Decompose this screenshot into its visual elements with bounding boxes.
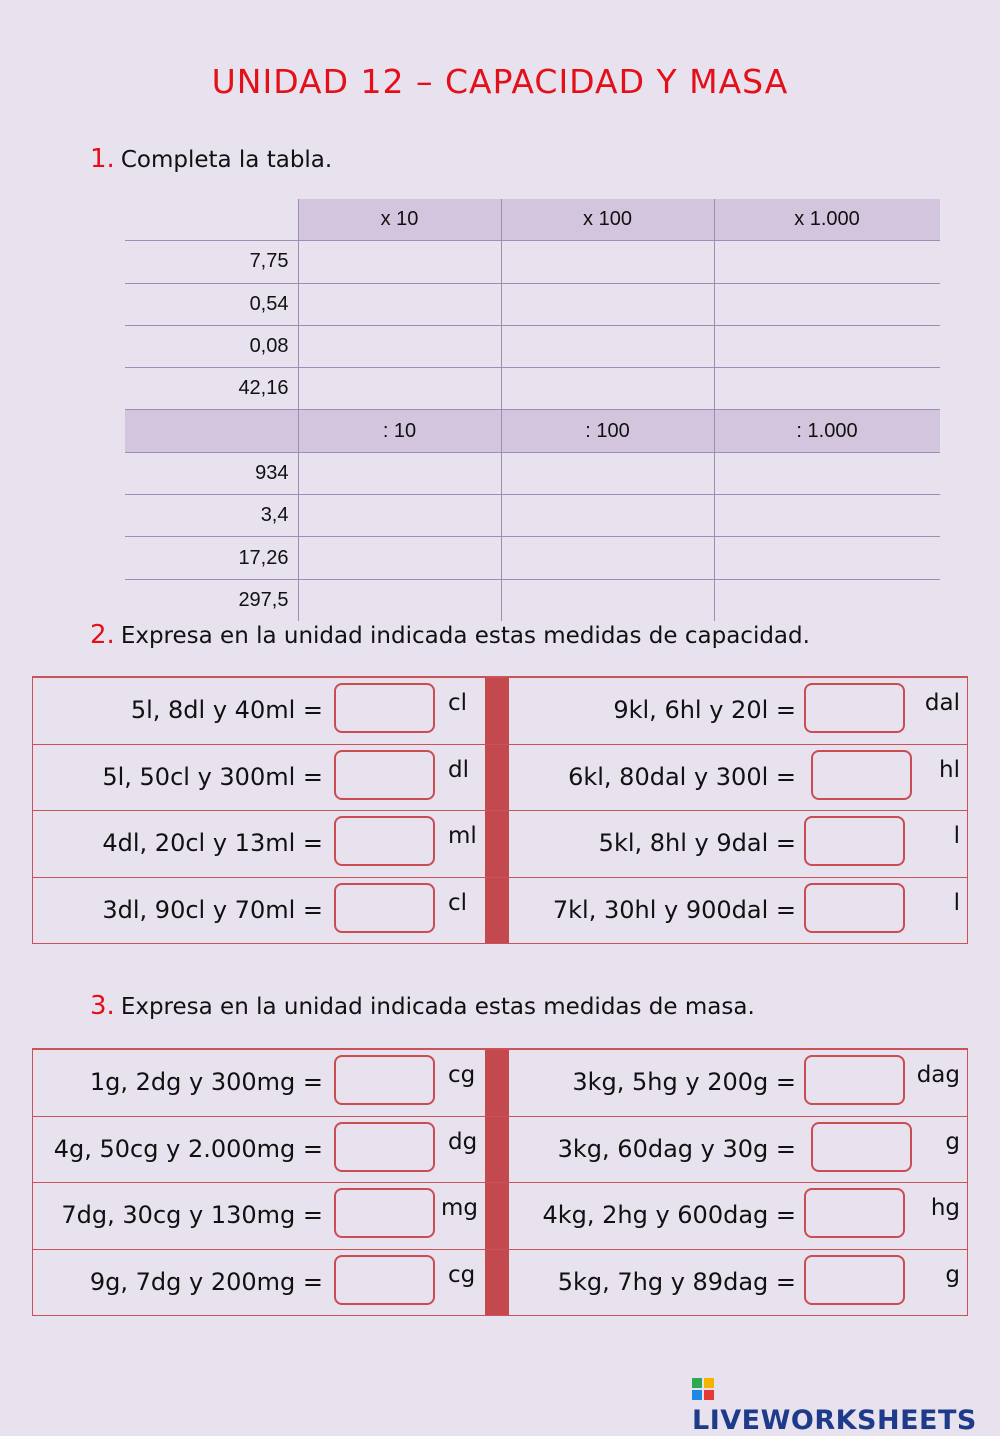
table-row bbox=[125, 241, 940, 283]
conversion-item bbox=[509, 678, 968, 744]
target-unit: g bbox=[945, 1128, 960, 1155]
answer-box[interactable] bbox=[811, 1122, 912, 1172]
target-unit: l bbox=[953, 889, 960, 916]
conversion-item bbox=[33, 811, 485, 877]
answer-cell[interactable] bbox=[714, 368, 940, 410]
conversion-expression: 3kg, 60dag y 30g = bbox=[557, 1134, 796, 1163]
row-value: 0,54 bbox=[249, 292, 289, 315]
conversion-expression: 7dg, 30cg y 130mg = bbox=[61, 1201, 323, 1229]
answer-box[interactable] bbox=[804, 883, 905, 933]
answer-cell[interactable] bbox=[298, 495, 501, 537]
grid-row bbox=[33, 744, 967, 811]
conversion-expression: 1g, 2dg y 300mg = bbox=[89, 1068, 323, 1096]
target-unit: dg bbox=[448, 1128, 478, 1155]
answer-cell[interactable] bbox=[501, 495, 714, 537]
exercise-1-heading bbox=[90, 144, 332, 174]
conversion-expression: 9g, 7dg y 200mg = bbox=[89, 1267, 323, 1296]
grid-row bbox=[33, 1182, 967, 1249]
conversion-expression: 9kl, 6hl y 20l = bbox=[613, 696, 796, 724]
answer-cell[interactable] bbox=[714, 537, 940, 579]
grid-row bbox=[33, 1116, 967, 1183]
answer-cell[interactable] bbox=[298, 537, 501, 579]
row-value: 0,08 bbox=[249, 335, 289, 358]
conversion-expression: 7kl, 30hl y 900dal = bbox=[552, 895, 796, 924]
conversion-item bbox=[33, 1250, 485, 1316]
answer-box[interactable] bbox=[334, 883, 435, 933]
answer-box[interactable] bbox=[334, 1055, 435, 1105]
answer-cell[interactable] bbox=[298, 579, 501, 621]
answer-box[interactable] bbox=[334, 1188, 435, 1238]
answer-box[interactable] bbox=[811, 750, 912, 800]
answer-box[interactable] bbox=[334, 683, 435, 733]
table-row bbox=[125, 283, 940, 325]
conversion-item bbox=[509, 745, 968, 811]
logo-text: LIVEWORKSHEETS bbox=[692, 1405, 977, 1436]
conversion-expression: 5l, 50cl y 300ml = bbox=[102, 762, 323, 791]
conversion-expression: 4kg, 2hg y 600dag = bbox=[542, 1201, 796, 1229]
table-row bbox=[125, 452, 940, 494]
answer-box[interactable] bbox=[334, 750, 435, 800]
exercise-3-heading bbox=[90, 991, 755, 1021]
header-cell: : 1.000 bbox=[714, 410, 940, 452]
row-value: 7,75 bbox=[249, 250, 289, 273]
conversion-item bbox=[509, 1250, 968, 1316]
grid-row bbox=[33, 677, 967, 744]
answer-cell[interactable] bbox=[501, 537, 714, 579]
conversion-item bbox=[509, 811, 968, 877]
exercise-number: 3. bbox=[90, 991, 115, 1021]
target-unit: dl bbox=[448, 756, 469, 783]
conversion-item bbox=[33, 1183, 485, 1249]
header-cell: x 1.000 bbox=[714, 199, 940, 241]
liveworksheets-logo bbox=[692, 1374, 1000, 1436]
exercise-number: 2. bbox=[90, 620, 115, 650]
conversion-item bbox=[33, 1117, 485, 1183]
conversion-item bbox=[509, 1183, 968, 1249]
answer-cell[interactable] bbox=[298, 452, 501, 494]
conversion-item bbox=[33, 678, 485, 744]
answer-box[interactable] bbox=[334, 816, 435, 866]
row-value: 297,5 bbox=[238, 588, 289, 611]
answer-cell[interactable] bbox=[714, 283, 940, 325]
exercise-number: 1. bbox=[90, 144, 115, 174]
row-value: 934 bbox=[255, 461, 289, 484]
exercise-instruction: Expresa en la unidad indicada estas medidas de capacidad. bbox=[120, 623, 810, 649]
table-row bbox=[125, 495, 940, 537]
row-value: 17,26 bbox=[238, 546, 289, 569]
target-unit: cg bbox=[448, 1261, 476, 1288]
conversion-expression: 5kl, 8hl y 9dal = bbox=[598, 829, 796, 857]
exercise-instruction: Completa la tabla. bbox=[120, 147, 333, 173]
conversion-item bbox=[509, 1050, 968, 1116]
target-unit: l bbox=[953, 823, 960, 849]
grid-row bbox=[33, 810, 967, 877]
header-cell: x 10 bbox=[298, 199, 501, 241]
answer-cell[interactable] bbox=[714, 579, 940, 621]
answer-box[interactable] bbox=[804, 1255, 905, 1305]
conversion-item bbox=[509, 1117, 968, 1183]
conversion-item bbox=[33, 1050, 485, 1116]
answer-cell[interactable] bbox=[298, 241, 501, 283]
table-row bbox=[125, 368, 940, 410]
target-unit: cl bbox=[448, 889, 468, 916]
table-row bbox=[125, 579, 940, 621]
answer-box[interactable] bbox=[334, 1255, 435, 1305]
target-unit: dal bbox=[924, 690, 960, 716]
header-cell: : 100 bbox=[501, 410, 714, 452]
answer-cell[interactable] bbox=[298, 283, 501, 325]
conversion-expression: 5l, 8dl y 40ml = bbox=[130, 696, 323, 724]
answer-cell[interactable] bbox=[501, 325, 714, 367]
conversion-item bbox=[509, 878, 968, 944]
answer-box[interactable] bbox=[804, 1055, 905, 1105]
target-unit: cl bbox=[448, 690, 468, 716]
header-cell: x 100 bbox=[501, 199, 714, 241]
answer-cell[interactable] bbox=[714, 325, 940, 367]
answer-cell[interactable] bbox=[501, 452, 714, 494]
answer-cell[interactable] bbox=[714, 241, 940, 283]
conversion-expression: 6kl, 80dal y 300l = bbox=[568, 762, 796, 791]
page-title: UNIDAD 12 – CAPACIDAD Y MASA bbox=[211, 62, 789, 101]
exercise-instruction: Expresa en la unidad indicada estas medidas de masa. bbox=[120, 994, 755, 1020]
multiply-divide-table bbox=[125, 199, 940, 621]
answer-cell[interactable] bbox=[298, 325, 501, 367]
grid-row bbox=[33, 1249, 967, 1316]
row-value: 3,4 bbox=[260, 504, 289, 527]
answer-cell[interactable] bbox=[501, 579, 714, 621]
table-row bbox=[125, 325, 940, 367]
grid-row bbox=[33, 1049, 967, 1116]
table-header-row bbox=[125, 199, 940, 241]
conversion-expression: 3dl, 90cl y 70ml = bbox=[102, 895, 323, 924]
target-unit: dag bbox=[916, 1062, 960, 1088]
conversion-expression: 4dl, 20cl y 13ml = bbox=[102, 829, 323, 857]
answer-cell[interactable] bbox=[501, 241, 714, 283]
answer-box[interactable] bbox=[804, 1188, 905, 1238]
answer-cell[interactable] bbox=[714, 495, 940, 537]
mass-grid bbox=[32, 1048, 968, 1316]
answer-cell[interactable] bbox=[298, 368, 501, 410]
conversion-expression: 4g, 50cg y 2.000mg = bbox=[53, 1134, 323, 1163]
answer-cell[interactable] bbox=[714, 452, 940, 494]
target-unit: ml bbox=[448, 823, 477, 849]
answer-box[interactable] bbox=[804, 683, 905, 733]
target-unit: hg bbox=[930, 1195, 960, 1221]
conversion-expression: 5kg, 7hg y 89dag = bbox=[557, 1267, 796, 1296]
answer-cell[interactable] bbox=[501, 283, 714, 325]
conversion-expression: 3kg, 5hg y 200g = bbox=[572, 1068, 796, 1096]
target-unit: cg bbox=[448, 1062, 476, 1088]
answer-box[interactable] bbox=[334, 1122, 435, 1172]
exercise-2-heading bbox=[90, 620, 810, 650]
grid-row bbox=[33, 877, 967, 944]
conversion-item bbox=[33, 878, 485, 944]
conversion-item bbox=[33, 745, 485, 811]
target-unit: g bbox=[945, 1261, 960, 1288]
target-unit: hl bbox=[939, 756, 960, 783]
answer-cell[interactable] bbox=[501, 368, 714, 410]
header-cell: : 10 bbox=[298, 410, 501, 452]
table-header-row bbox=[125, 410, 940, 452]
capacity-grid bbox=[32, 676, 968, 944]
logo-icon bbox=[692, 1378, 714, 1400]
table-row bbox=[125, 537, 940, 579]
row-value: 42,16 bbox=[238, 377, 289, 400]
answer-box[interactable] bbox=[804, 816, 905, 866]
target-unit: mg bbox=[441, 1195, 479, 1221]
